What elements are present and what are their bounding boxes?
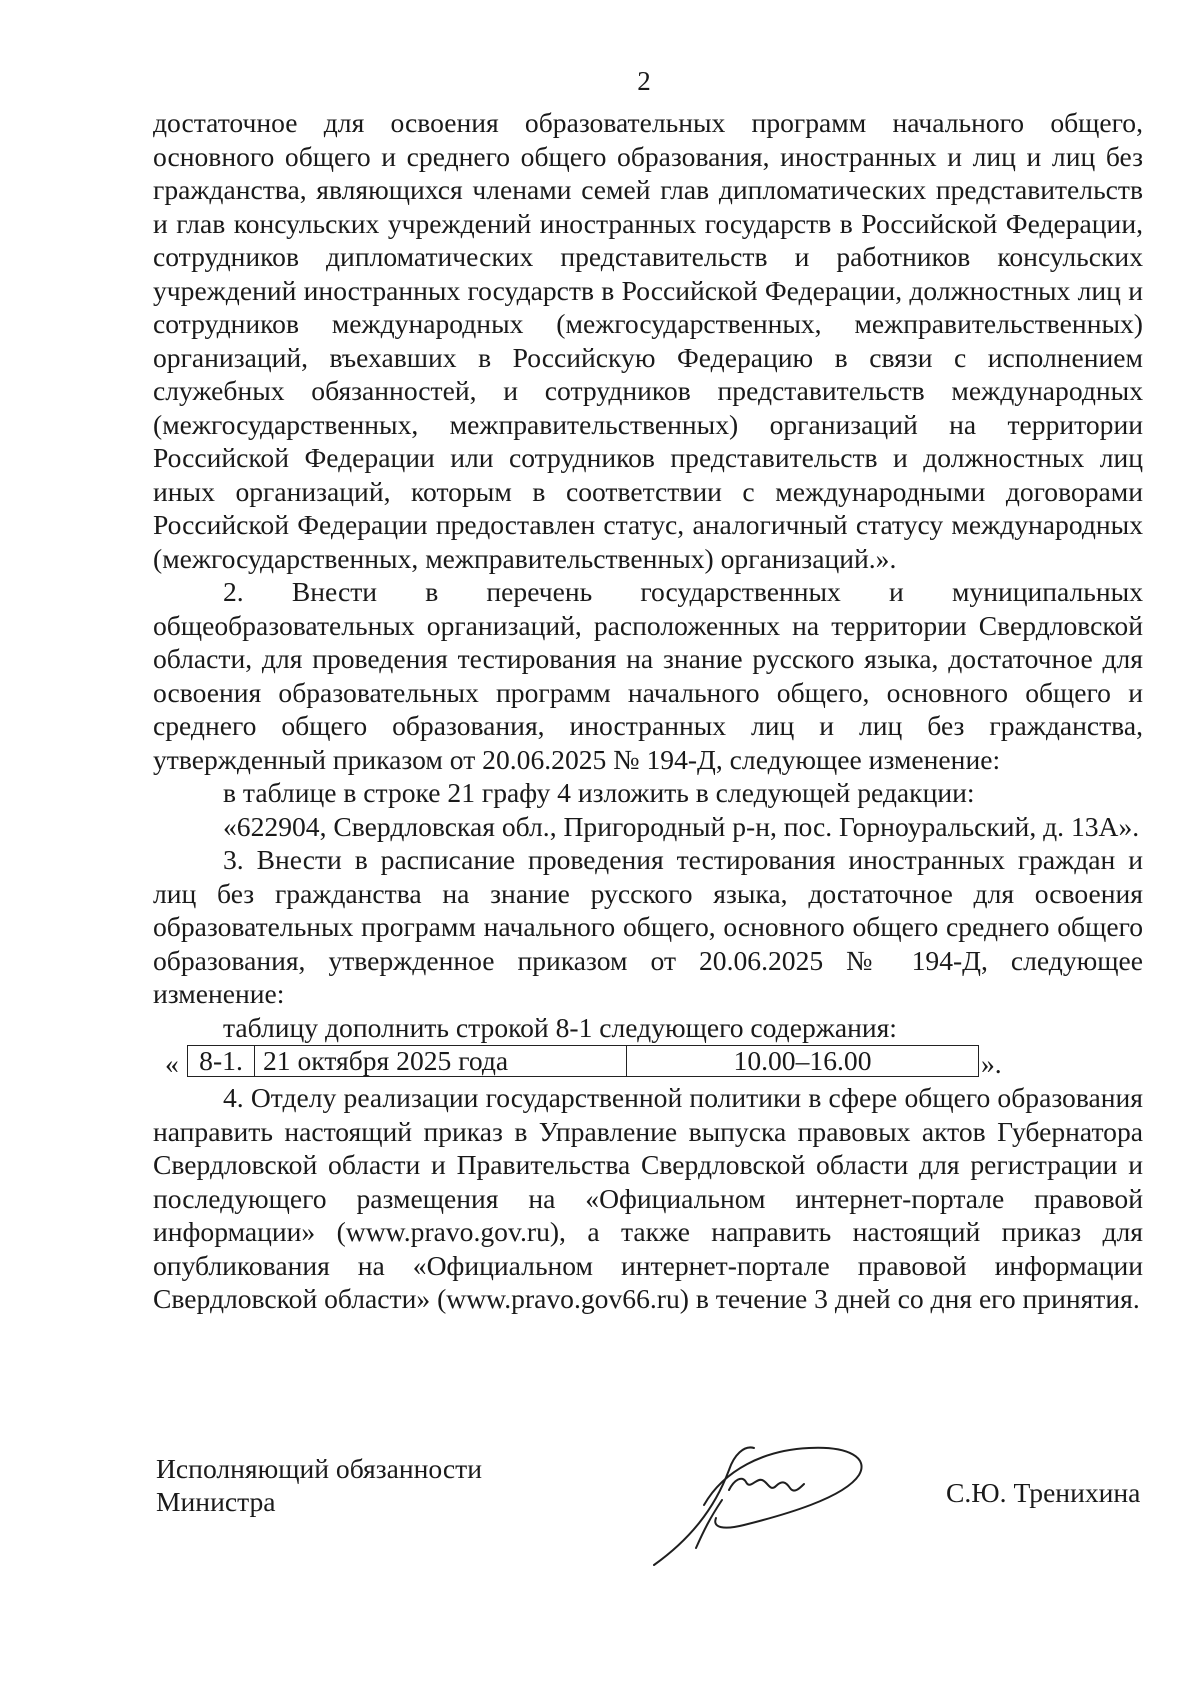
table-row (188, 1046, 979, 1077)
inserted-row-line (153, 1045, 1143, 1081)
row-time-cell: 10.00–16.00 (627, 1046, 979, 1077)
paragraph-table-intro: таблицу дополнить строкой 8-1 следующего содержания: (223, 1011, 897, 1043)
signer-name: С.Ю. Тренихина (946, 1477, 1141, 1508)
inserted-row-table (187, 1045, 979, 1077)
signer-title-line-2: Министра (156, 1486, 276, 1517)
paragraph-item-2: 2. Внести в перечень государственных и муниципальных общеобразовательных организаций, расположенных на территории Свердловской области, для проведения тестирования на знание русского языка, достаточное для освоения образовательных программ начального общего, основного общего и среднего общего образования, иностранных лиц и лиц без гражданства, утвержденный приказом от 20.06.2025 № 194-Д, следующее изменение: (153, 576, 1143, 775)
document-body (153, 106, 1143, 1316)
paragraph-table-instruction: в таблице в строке 21 графу 4 изложить в следующей редакции: (223, 777, 975, 808)
paragraph-item-3: 3. Внести в расписание проведения тестирования иностранных граждан и лиц без гражданства на знание русского языка, достаточное для освоения образовательных программ начального общего, основного общего среднего общего образования, утвержденное приказом от 20.06.2025 № 194-Д, следующее изменение: (153, 844, 1143, 1009)
quote-open: « (165, 1048, 179, 1079)
quote-close: ». (981, 1048, 1002, 1079)
row-date-cell: 21 октября 2025 года (255, 1046, 627, 1077)
paragraph-continuation: достаточное для освоения образовательных программ начального общего, основного общего и среднего общего образования, иностранных и лиц и лиц без гражданства, являющихся членами семей глав дипломатических представительств и глав консульских учреждений иностранных государств в Российской Федерации, сотрудников дипломатических представительств и работников консульских учреждений иностранных государств в Российской Федерации, должностных лиц и сотрудников международных (межгосударственных, межправительственных) организаций, въехавших в Российскую Федерацию в связи с исполнением служебных обязанностей, и сотрудников представительств международных (межгосударственных, межправительственных) организаций на территории Российской Федерации или сотрудников представительств и должностных лиц иных организаций, которым в соответствии с международными договорами Российской Федерации предоставлен статус, аналогичный статусу международных (межгосударственных, межправительственных) организаций.». (153, 107, 1143, 574)
row-number-cell: 8-1. (188, 1046, 255, 1077)
signature-block (156, 1452, 1146, 1582)
handwritten-signature (634, 1430, 874, 1570)
page-number: 2 (637, 66, 651, 96)
paragraph-address: «622904, Свердловская обл., Пригородный р-н, пос. Горноуральский, д. 13А». (223, 810, 1140, 842)
signer-title (156, 1452, 482, 1518)
signer-title-line-1: Исполняющий обязанности (156, 1453, 482, 1484)
paragraph-item-4: 4. Отделу реализации государственной политики в сфере общего образования направить настоящий приказ в Управление выпуска правовых актов Губернатора Свердловской области и Правительства Свердловской области для регистрации и последующего размещения на «Официальном интернет-портале правовой информации» (www.pravo.gov.ru), а также направить настоящий приказ для опубликования на «Официальном интернет-портале правовой информации Свердловской области» (www.pravo.gov66.ru) в течение 3 дней со дня его принятия. (153, 1082, 1143, 1314)
